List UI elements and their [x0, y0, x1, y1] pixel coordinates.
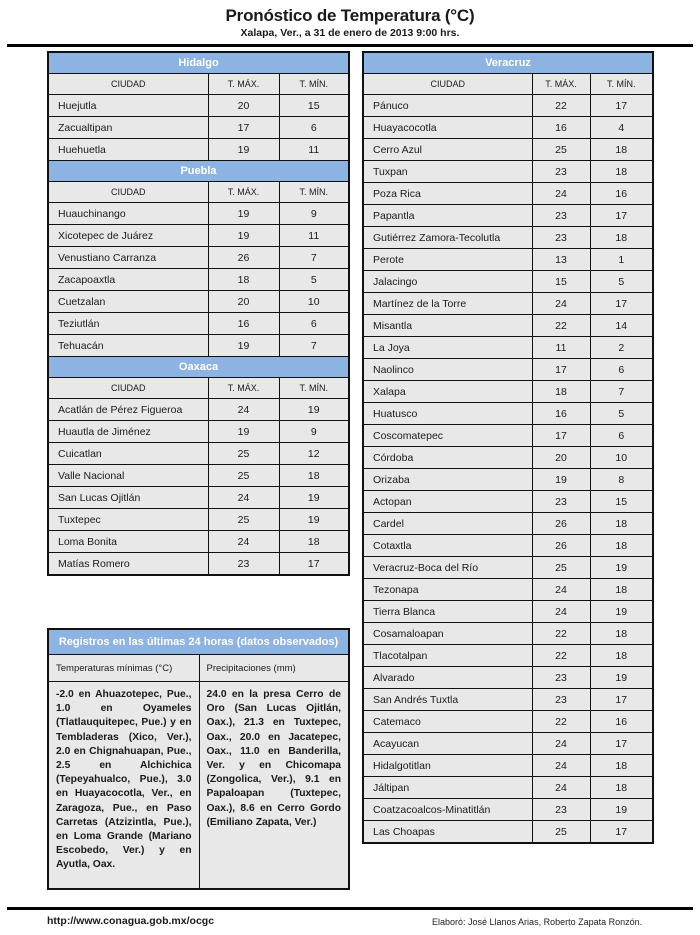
column-header-city: CIUDAD	[48, 74, 208, 95]
tmin-value: 17	[590, 205, 653, 227]
tmin-value: 17	[279, 553, 349, 576]
tmin-value: 11	[279, 225, 349, 247]
tmax-value: 17	[532, 359, 590, 381]
tmax-value: 22	[532, 315, 590, 337]
tmax-value: 24	[208, 531, 279, 553]
tmax-value: 17	[208, 117, 279, 139]
table-row	[363, 711, 653, 733]
table-row	[363, 557, 653, 579]
city-name: Coscomatepec	[363, 425, 532, 447]
city-name: Huautla de Jiménez	[48, 421, 208, 443]
tmax-value: 25	[532, 139, 590, 161]
table-row	[363, 249, 653, 271]
tmin-value: 16	[590, 711, 653, 733]
city-name: Loma Bonita	[48, 531, 208, 553]
tmax-value: 26	[208, 247, 279, 269]
tmin-value: 18	[590, 227, 653, 249]
table-row	[363, 491, 653, 513]
table-row	[48, 313, 349, 335]
tmin-value: 17	[590, 689, 653, 711]
column-header-row	[48, 74, 349, 95]
city-name: Xalapa	[363, 381, 532, 403]
tmax-value: 17	[532, 425, 590, 447]
tmin-value: 5	[590, 271, 653, 293]
state-header-oaxaca	[48, 357, 349, 378]
veracruz-forecast-table	[362, 51, 654, 844]
city-name: Jalacingo	[363, 271, 532, 293]
observed-title: Registros en las últimas 24 horas (datos observados)	[48, 629, 349, 655]
city-name: Tuxtepec	[48, 509, 208, 531]
tmin-value: 2	[590, 337, 653, 359]
table-row	[48, 291, 349, 313]
tmin-value: 15	[590, 491, 653, 513]
tmin-value: 18	[590, 623, 653, 645]
tmax-value: 16	[532, 117, 590, 139]
tmin-value: 18	[590, 645, 653, 667]
city-name: Huayacocotla	[363, 117, 532, 139]
tmax-value: 19	[208, 225, 279, 247]
tmin-value: 7	[279, 247, 349, 269]
table-row	[363, 95, 653, 117]
tmin-value: 6	[279, 313, 349, 335]
tmax-value: 23	[532, 667, 590, 689]
tmax-value: 25	[208, 443, 279, 465]
tmin-value: 18	[590, 139, 653, 161]
city-name: San Lucas Ojitlán	[48, 487, 208, 509]
table-row	[363, 183, 653, 205]
state-header-hidalgo	[48, 52, 349, 74]
city-name: Tehuacán	[48, 335, 208, 357]
column-header-tmin: T. MÍN.	[279, 378, 349, 399]
tmin-value: 15	[279, 95, 349, 117]
table-row	[48, 487, 349, 509]
table-row	[48, 95, 349, 117]
column-header-tmax: T. MÁX.	[208, 378, 279, 399]
table-row	[363, 337, 653, 359]
tmin-value: 19	[590, 601, 653, 623]
city-name: Catemaco	[363, 711, 532, 733]
tmax-value: 25	[208, 509, 279, 531]
city-name: Perote	[363, 249, 532, 271]
table-row	[363, 777, 653, 799]
tmax-value: 18	[532, 381, 590, 403]
tmax-value: 22	[532, 623, 590, 645]
tmin-value: 9	[279, 203, 349, 225]
column-header-city: CIUDAD	[48, 378, 208, 399]
table-row	[48, 117, 349, 139]
tmin-value: 18	[590, 535, 653, 557]
tmax-value: 24	[532, 733, 590, 755]
tmax-value: 20	[208, 95, 279, 117]
table-row	[363, 227, 653, 249]
city-name: Cosamaloapan	[363, 623, 532, 645]
tmax-value: 20	[208, 291, 279, 313]
table-row	[48, 203, 349, 225]
table-row	[363, 139, 653, 161]
column-header-tmax: T. MÁX.	[532, 74, 590, 95]
city-name: Cuetzalan	[48, 291, 208, 313]
city-name: Xicotepec de Juárez	[48, 225, 208, 247]
tmax-value: 23	[532, 689, 590, 711]
tmax-value: 24	[532, 293, 590, 315]
table-row	[48, 553, 349, 576]
tmin-value: 17	[590, 95, 653, 117]
table-row	[48, 139, 349, 161]
tmax-value: 26	[532, 535, 590, 557]
tmax-value: 24	[208, 399, 279, 421]
city-name: Tuxpan	[363, 161, 532, 183]
min-temp-header: Temperaturas mínimas (°C)	[48, 655, 199, 682]
city-name: Huatusco	[363, 403, 532, 425]
table-row	[363, 733, 653, 755]
tmin-value: 19	[590, 799, 653, 821]
table-row	[48, 421, 349, 443]
city-name: Acatlán de Pérez Figueroa	[48, 399, 208, 421]
table-row	[363, 579, 653, 601]
tmax-value: 13	[532, 249, 590, 271]
table-row	[363, 271, 653, 293]
tmin-value: 18	[590, 579, 653, 601]
tmin-value: 19	[590, 667, 653, 689]
city-name: Zacapoaxtla	[48, 269, 208, 291]
table-row	[363, 161, 653, 183]
table-row	[363, 535, 653, 557]
city-name: Jáltipan	[363, 777, 532, 799]
column-header-tmin: T. MÍN.	[590, 74, 653, 95]
column-header-tmax: T. MÁX.	[208, 182, 279, 203]
tmax-value: 20	[532, 447, 590, 469]
tmin-value: 18	[279, 465, 349, 487]
footer-url-link[interactable]: http://www.conagua.gob.mx/ocgc	[47, 915, 215, 927]
table-row	[363, 623, 653, 645]
tmax-value: 16	[208, 313, 279, 335]
city-name: Acayucan	[363, 733, 532, 755]
tmax-value: 23	[532, 205, 590, 227]
state-name: Puebla	[48, 161, 349, 182]
column-header-row	[363, 74, 653, 95]
state-header-puebla	[48, 161, 349, 182]
table-row	[48, 247, 349, 269]
table-row	[363, 601, 653, 623]
table-row	[363, 315, 653, 337]
state-name: Hidalgo	[48, 52, 349, 74]
city-name: Hidalgotitlan	[363, 755, 532, 777]
city-name: Poza Rica	[363, 183, 532, 205]
tmax-value: 19	[532, 469, 590, 491]
city-name: Córdoba	[363, 447, 532, 469]
table-row	[363, 381, 653, 403]
column-header-tmin: T. MÍN.	[279, 182, 349, 203]
tmin-value: 11	[279, 139, 349, 161]
column-header-row	[48, 182, 349, 203]
tmax-value: 23	[532, 227, 590, 249]
table-row	[48, 225, 349, 247]
tmin-value: 18	[590, 513, 653, 535]
tmax-value: 25	[208, 465, 279, 487]
tmax-value: 24	[532, 579, 590, 601]
city-name: Teziutlán	[48, 313, 208, 335]
table-row	[363, 513, 653, 535]
tmax-value: 24	[532, 601, 590, 623]
top-divider	[7, 44, 693, 47]
city-name: Valle Nacional	[48, 465, 208, 487]
tmax-value: 25	[532, 821, 590, 844]
table-row	[48, 465, 349, 487]
state-header-veracruz	[363, 52, 653, 74]
column-header-tmax: T. MÁX.	[208, 74, 279, 95]
tmin-value: 18	[279, 531, 349, 553]
table-row	[363, 689, 653, 711]
city-name: La Joya	[363, 337, 532, 359]
column-header-tmin: T. MÍN.	[279, 74, 349, 95]
city-name: Huehuetla	[48, 139, 208, 161]
table-row	[48, 531, 349, 553]
tmax-value: 19	[208, 335, 279, 357]
tmin-value: 12	[279, 443, 349, 465]
tmin-value: 6	[279, 117, 349, 139]
tmax-value: 23	[532, 161, 590, 183]
precip-header: Precipitaciones (mm)	[199, 655, 349, 682]
tmax-value: 16	[532, 403, 590, 425]
city-name: Las Choapas	[363, 821, 532, 844]
city-name: Cerro Azul	[363, 139, 532, 161]
city-name: Cuicatlan	[48, 443, 208, 465]
table-row	[363, 447, 653, 469]
tmin-value: 18	[590, 161, 653, 183]
city-name: Gutiérrez Zamora-Tecolutla	[363, 227, 532, 249]
state-name: Veracruz	[363, 52, 653, 74]
table-row	[363, 425, 653, 447]
city-name: Tierra Blanca	[363, 601, 532, 623]
precip-text: 24.0 en la presa Cerro de Oro (San Lucas Ojitlán, Oax.), 21.3 en Tuxtepec, Oax., 20.0 en Jacatepec, Oax., 11.0 en Banderilla, Ver. y en Chicomapa (Zongolica, Ver.), 9.1 en Papaloapan (Tuxtepec, Oax.), 8.6 en Cerro Gordo (Emiliano Zapata, Ver.)	[199, 682, 349, 890]
city-name: Veracruz-Boca del Río	[363, 557, 532, 579]
table-row	[363, 645, 653, 667]
tmax-value: 22	[532, 645, 590, 667]
table-row	[48, 509, 349, 531]
min-temp-text: -2.0 en Ahuazotepec, Pue., 1.0 en Oyameles (Tlatlauquitepec, Pue.) y en Tembladeras (Xico, Ver.), 2.0 en Chignahuapan, Pue., 2.5 en Alchichica (Tepeyahualco, Pue.), 3.0 en Huayacocotla, Ver., en Zaragoza, Pue., en Paso Carretas (Atzizintla, Pue.), en Loma Grande (Mariano Escobedo, Ver.) y en Ayutla, Oax.	[48, 682, 199, 890]
tmin-value: 8	[590, 469, 653, 491]
tmin-value: 1	[590, 249, 653, 271]
column-header-city: CIUDAD	[48, 182, 208, 203]
tmin-value: 5	[590, 403, 653, 425]
tmin-value: 5	[279, 269, 349, 291]
tmin-value: 19	[279, 487, 349, 509]
left-forecast-table	[47, 51, 350, 576]
table-row	[48, 443, 349, 465]
tmin-value: 19	[590, 557, 653, 579]
city-name: Venustiano Carranza	[48, 247, 208, 269]
table-row	[363, 667, 653, 689]
city-name: Naolinco	[363, 359, 532, 381]
tmin-value: 18	[590, 777, 653, 799]
city-name: Huejutla	[48, 95, 208, 117]
tmax-value: 23	[208, 553, 279, 576]
table-row	[363, 469, 653, 491]
tmin-value: 16	[590, 183, 653, 205]
tmin-value: 17	[590, 733, 653, 755]
tmax-value: 25	[532, 557, 590, 579]
tmin-value: 9	[279, 421, 349, 443]
city-name: Martínez de la Torre	[363, 293, 532, 315]
city-name: Orizaba	[363, 469, 532, 491]
tmax-value: 24	[532, 183, 590, 205]
city-name: Zacualtipan	[48, 117, 208, 139]
tmin-value: 6	[590, 425, 653, 447]
city-name: Papantla	[363, 205, 532, 227]
page-title: Pronóstico de Temperatura (°C)	[225, 6, 475, 25]
observed-records-table	[47, 628, 350, 890]
table-row	[48, 335, 349, 357]
tmax-value: 19	[208, 203, 279, 225]
tmax-value: 24	[208, 487, 279, 509]
tmin-value: 4	[590, 117, 653, 139]
tmin-value: 10	[279, 291, 349, 313]
tmax-value: 11	[532, 337, 590, 359]
column-header-row	[48, 378, 349, 399]
state-name: Oaxaca	[48, 357, 349, 378]
tmin-value: 18	[590, 755, 653, 777]
table-row	[363, 755, 653, 777]
table-row	[363, 205, 653, 227]
tmin-value: 19	[279, 509, 349, 531]
tmax-value: 23	[532, 799, 590, 821]
city-name: Cardel	[363, 513, 532, 535]
tmin-value: 17	[590, 821, 653, 844]
tmax-value: 24	[532, 777, 590, 799]
city-name: Matías Romero	[48, 553, 208, 576]
footer-credit: Elaboró: José Llanos Arias, Roberto Zapata Ronzón.	[432, 917, 643, 927]
tmax-value: 19	[208, 139, 279, 161]
tmax-value: 23	[532, 491, 590, 513]
city-name: Pánuco	[363, 95, 532, 117]
tmax-value: 24	[532, 755, 590, 777]
tmax-value: 18	[208, 269, 279, 291]
city-name: Misantla	[363, 315, 532, 337]
bottom-divider	[7, 907, 693, 910]
table-row	[363, 293, 653, 315]
tmax-value: 22	[532, 95, 590, 117]
tmin-value: 17	[590, 293, 653, 315]
city-name: Alvarado	[363, 667, 532, 689]
tmax-value: 15	[532, 271, 590, 293]
table-row	[363, 359, 653, 381]
city-name: Actopan	[363, 491, 532, 513]
city-name: Tlacotalpan	[363, 645, 532, 667]
city-name: Tezonapa	[363, 579, 532, 601]
table-row	[48, 399, 349, 421]
table-row	[363, 117, 653, 139]
column-header-city: CIUDAD	[363, 74, 532, 95]
tmin-value: 6	[590, 359, 653, 381]
tmax-value: 22	[532, 711, 590, 733]
tmax-value: 26	[532, 513, 590, 535]
page-subtitle: Xalapa, Ver., a 31 de enero de 2013 9:00 hrs.	[240, 27, 460, 39]
table-row	[363, 799, 653, 821]
tmax-value: 19	[208, 421, 279, 443]
tmin-value: 7	[590, 381, 653, 403]
tmin-value: 7	[279, 335, 349, 357]
city-name: Coatzacoalcos-Minatitlán	[363, 799, 532, 821]
table-row	[363, 821, 653, 844]
city-name: Cotaxtla	[363, 535, 532, 557]
city-name: Huauchinango	[48, 203, 208, 225]
table-row	[48, 269, 349, 291]
tmin-value: 10	[590, 447, 653, 469]
tmin-value: 14	[590, 315, 653, 337]
city-name: San Andrés Tuxtla	[363, 689, 532, 711]
tmin-value: 19	[279, 399, 349, 421]
table-row	[363, 403, 653, 425]
